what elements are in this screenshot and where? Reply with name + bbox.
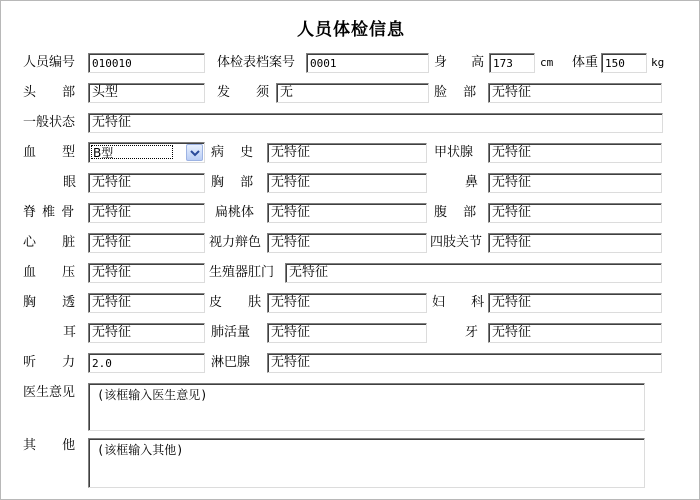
spine-field[interactable]: 无特征 <box>88 203 205 223</box>
history-label: 病 史 <box>211 145 254 160</box>
other-label: 其 他 <box>23 438 76 453</box>
chest-xray-field[interactable]: 无特征 <box>88 293 205 313</box>
ear-field[interactable]: 无特征 <box>88 323 205 343</box>
chest-xray-label: 胸 透 <box>23 295 76 310</box>
teeth-field[interactable]: 无特征 <box>488 323 662 343</box>
eye-field[interactable]: 无特征 <box>88 173 205 193</box>
face-field[interactable]: 无特征 <box>488 83 662 103</box>
chevron-down-icon[interactable] <box>186 144 203 161</box>
spine-label: 脊 椎 骨 <box>23 205 75 220</box>
color-vision-label: 视力辩色 <box>209 235 262 250</box>
abdomen-field[interactable]: 无特征 <box>488 203 662 223</box>
blood-type-value: B型 <box>91 145 173 159</box>
limbs-field[interactable]: 无特征 <box>488 233 662 253</box>
hair-field[interactable]: 无 <box>276 83 429 103</box>
ear-label: 耳 <box>63 325 77 340</box>
nose-label: 鼻 <box>465 175 479 190</box>
eye-label: 眼 <box>63 175 77 190</box>
general-field[interactable]: 无特征 <box>88 113 663 133</box>
thyroid-label: 甲状腺 <box>434 145 474 160</box>
blood-pressure-field[interactable]: 无特征 <box>88 263 205 283</box>
archive-no-label: 体检表档案号 <box>217 55 296 70</box>
abdomen-label: 腹 部 <box>434 205 477 220</box>
chest-field[interactable]: 无特征 <box>267 173 427 193</box>
blood-type-select[interactable] <box>88 142 205 163</box>
weight-field[interactable]: 150 <box>601 53 647 73</box>
nose-field[interactable]: 无特征 <box>488 173 662 193</box>
lymph-label: 淋巴腺 <box>211 355 251 370</box>
head-field[interactable]: 头型 <box>88 83 205 103</box>
lung-capacity-label: 肺活量 <box>211 325 251 340</box>
heart-label: 心 脏 <box>23 235 76 250</box>
doctor-opinion-label: 医生意见 <box>23 385 76 400</box>
archive-no-field[interactable]: 0001 <box>306 53 429 73</box>
hair-label: 发 须 <box>217 85 270 100</box>
gynecology-label: 妇 科 <box>432 295 485 310</box>
weight-label: 体重 <box>572 55 599 70</box>
weight-unit: kg <box>651 56 665 69</box>
doctor-opinion-textarea[interactable]: (该框输入医生意见) <box>88 383 645 431</box>
heart-field[interactable]: 无特征 <box>88 233 205 253</box>
thyroid-field[interactable]: 无特征 <box>488 143 662 163</box>
history-field[interactable]: 无特征 <box>267 143 427 163</box>
head-label: 头 部 <box>23 85 76 100</box>
height-field[interactable]: 173 <box>489 53 535 73</box>
skin-label: 皮 肤 <box>209 295 262 310</box>
blood-pressure-label: 血 压 <box>23 265 76 280</box>
tonsil-label: 扁桃体 <box>215 205 255 220</box>
color-vision-field[interactable]: 无特征 <box>267 233 427 253</box>
teeth-label: 牙 <box>465 325 479 340</box>
limbs-label: 四肢关节 <box>430 235 483 250</box>
person-id-label: 人员编号 <box>23 55 76 70</box>
hearing-label: 听 力 <box>23 355 76 370</box>
height-label: 身 高 <box>434 55 485 70</box>
skin-field[interactable]: 无特征 <box>267 293 427 313</box>
genital-field[interactable]: 无特征 <box>285 263 662 283</box>
other-textarea[interactable]: (该框输入其他) <box>88 438 645 488</box>
page-title: 人员体检信息 <box>297 20 405 40</box>
genital-label: 生殖器肛门 <box>209 265 275 280</box>
height-unit: cm <box>540 56 554 69</box>
general-label: 一般状态 <box>23 115 76 130</box>
lung-capacity-field[interactable]: 无特征 <box>267 323 427 343</box>
lymph-field[interactable]: 无特征 <box>267 353 662 373</box>
chest-label: 胸 部 <box>211 175 254 190</box>
person-id-field[interactable]: 010010 <box>88 53 205 73</box>
tonsil-field[interactable]: 无特征 <box>267 203 427 223</box>
hearing-field[interactable]: 2.0 <box>88 353 205 373</box>
gynecology-field[interactable]: 无特征 <box>488 293 662 313</box>
blood-type-label: 血 型 <box>23 145 76 160</box>
face-label: 脸 部 <box>434 85 477 100</box>
